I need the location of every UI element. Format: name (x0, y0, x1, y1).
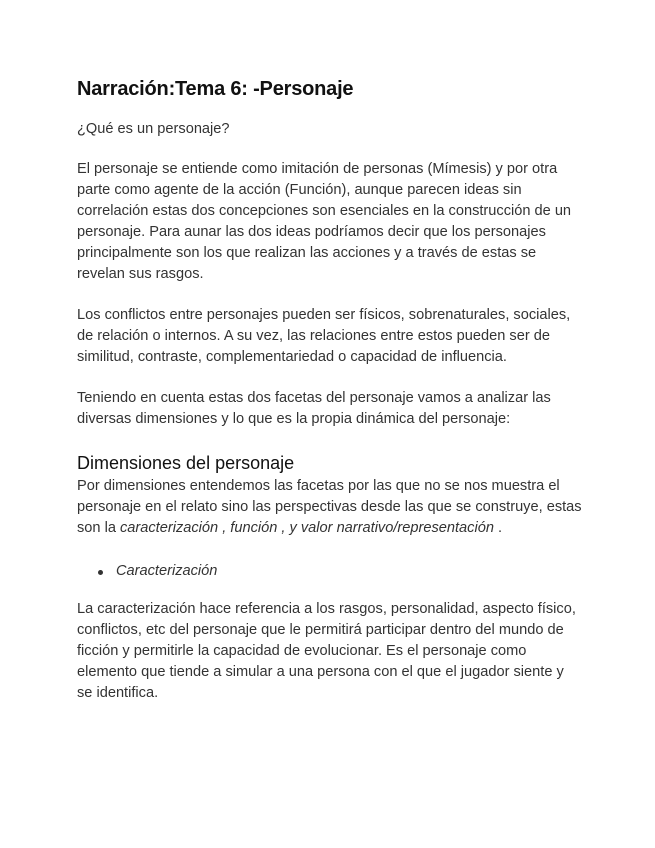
bullet-dot-icon (98, 570, 103, 575)
paragraph-personaje-definition: El personaje se entiende como imitación de personas (Mímesis) y por otra parte como agente de la acción (Función), aunque parecen ideas sin correlación estas dos concepciones son esenciales en la construcción de un personaje. Para aunar las dos ideas podríamos decir que los personajes principalmente son los que realizan las acciones y a través de estas se revelan sus rasgos. (77, 161, 572, 282)
paragraph-facets: Teniendo en cuenta estas dos facetas del personaje vamos a analizar las diversas dimensiones y lo que es la propia dinámica del personaje: (77, 390, 551, 427)
bullet-item-caracterizacion (77, 561, 582, 582)
dimensions-italic-text: caracterización , función , y valor narrativo/representación (120, 520, 494, 536)
paragraph-dimensions (77, 476, 582, 539)
bullet-item-label: Caracterización (116, 563, 218, 579)
dimensions-intro-text: Por dimensiones entendemos las facetas por las que no se nos muestra el personaje en el relato sino las perspectivas desde las que se construye, estas son la (77, 478, 582, 536)
section-heading-dimensions: Dimensiones del personaje (77, 453, 295, 473)
dimensions-end-text: . (493, 520, 503, 536)
document-title: Narración:Tema 6: -Personaje (77, 78, 354, 100)
paragraph-conflicts: Los conflictos entre personajes pueden ser físicos, sobrenaturales, sociales, de relación o internos. A su vez, las relaciones entre estos pueden ser de similitud, contraste, complementariedad o capacidad de influencia. (77, 307, 571, 365)
bullet-list (77, 561, 582, 582)
document-page (77, 76, 582, 704)
paragraph-caracterizacion: La caracterización hace referencia a los rasgos, personalidad, aspecto físico, conflictos, etc del personaje que le permitirá participar dentro del mundo de ficción y permitirle la capacidad de evolucionar. Es el personaje como elemento que tiende a simular a una persona con el que el jugador siente y se identifica. (77, 601, 576, 701)
question-text: ¿Qué es un personaje? (77, 121, 230, 137)
